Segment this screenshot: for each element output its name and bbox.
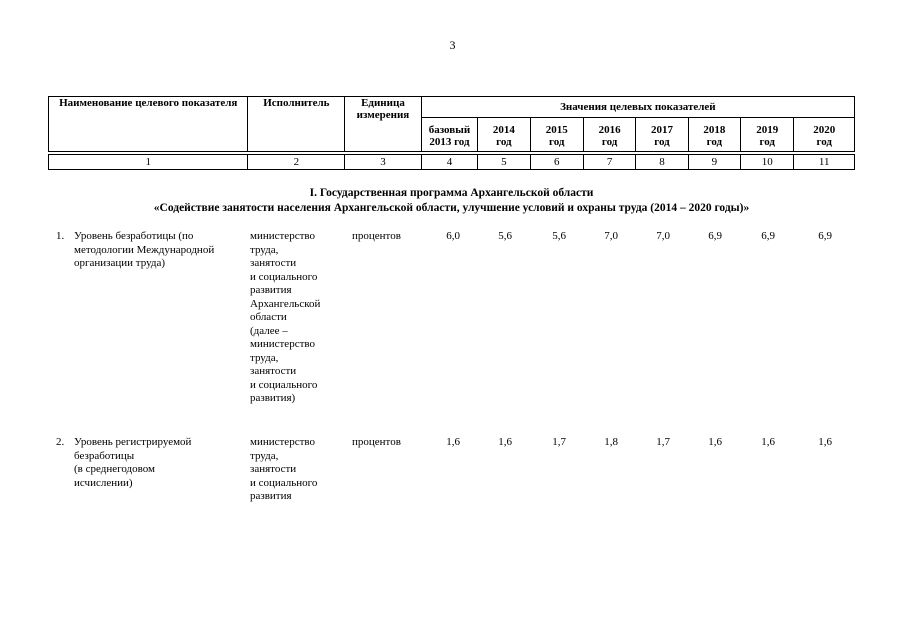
indicator-value-0: 1,6 (446, 436, 460, 448)
header-year-line2: 2013 год (429, 135, 470, 148)
column-number-7: 7 (583, 155, 635, 170)
header-year-line2: год (496, 135, 512, 148)
indicator-value-6: 6,9 (761, 230, 775, 242)
indicator-value-5: 1,6 (708, 436, 722, 448)
indicator-unit: процентов (352, 436, 401, 448)
column-number-10: 10 (741, 155, 794, 170)
row-number: 1. (56, 230, 65, 242)
header-year-line1: 2019 (756, 123, 779, 136)
header-year-line2: год (601, 135, 618, 148)
column-number-6: 6 (530, 155, 583, 170)
header-year-line2: год (548, 135, 565, 148)
header-year-line1: 2015 (545, 123, 568, 136)
row-number: 2. (56, 436, 65, 448)
indicator-value-3: 1,8 (604, 436, 618, 448)
indicator-header-table (48, 96, 855, 170)
indicator-unit: процентов (352, 230, 401, 242)
section-title-line-2: «Содействие занятости населения Архангельской области, улучшение условий и охраны труда (2014 – 2020 годы)» (153, 202, 750, 214)
header-year-7 (794, 118, 855, 152)
header-year-line2: год (654, 135, 670, 148)
indicator-name: Уровень безработицы (по методологии Международной организации труда) (74, 230, 215, 269)
section-title (48, 186, 855, 216)
header-year-line1: 2017 (650, 123, 673, 136)
indicator-value-3: 7,0 (604, 230, 618, 242)
header-year-0 (421, 118, 477, 152)
header-year-3 (583, 118, 635, 152)
header-year-line1: 2018 (703, 123, 726, 136)
column-number-2: 2 (248, 155, 345, 170)
indicator-name: Уровень регистрируемой безработицы (в среднегодовом исчислении) (74, 436, 192, 489)
column-number-1: 1 (49, 155, 248, 170)
header-year-line1: 2016 (598, 123, 621, 136)
indicator-value-1: 1,6 (498, 436, 512, 448)
indicator-value-2: 1,7 (552, 436, 566, 448)
header-year-5 (688, 118, 740, 152)
indicator-value-4: 7,0 (656, 230, 670, 242)
column-number-9: 9 (688, 155, 740, 170)
column-number-3: 3 (345, 155, 422, 170)
header-year-line2: год (816, 135, 832, 148)
column-number-5: 5 (478, 155, 530, 170)
header-year-4 (636, 118, 688, 152)
header-year-line2: год (706, 135, 723, 148)
indicator-value-7: 1,6 (818, 436, 832, 448)
header-year-1 (478, 118, 530, 152)
column-number-4: 4 (421, 155, 477, 170)
header-year-line1: базовый (428, 123, 471, 136)
indicator-value-0: 6,0 (446, 230, 460, 242)
header-name: Наименование целевого показателя (49, 97, 248, 152)
header-unit: Единица измерения (345, 97, 422, 152)
indicator-value-5: 6,9 (708, 230, 722, 242)
indicator-value-7: 6,9 (818, 230, 832, 242)
header-executor: Исполнитель (248, 97, 345, 152)
indicator-executor: министерство труда, занятости и социального развития Архангельской области (далее – министерство труда, занятости и социального развития) (250, 230, 321, 404)
indicator-value-6: 1,6 (761, 436, 775, 448)
section-title-line-1: I. Государственная программа Архангельской области (309, 187, 594, 199)
header-year-6 (741, 118, 794, 152)
indicator-value-4: 1,7 (656, 436, 670, 448)
column-number-11: 11 (794, 155, 855, 170)
indicator-value-1: 5,6 (498, 230, 512, 242)
header-year-line2: год (759, 135, 775, 148)
column-number-8: 8 (636, 155, 688, 170)
header-values: Значения целевых показателей (421, 97, 854, 118)
indicator-value-2: 5,6 (552, 230, 566, 242)
header-year-2 (530, 118, 583, 152)
header-year-line1: 2020 (813, 123, 836, 136)
page-number: 3 (449, 38, 456, 52)
indicator-executor: министерство труда, занятости и социального развития (250, 436, 318, 502)
header-year-line1: 2014 (492, 123, 515, 136)
